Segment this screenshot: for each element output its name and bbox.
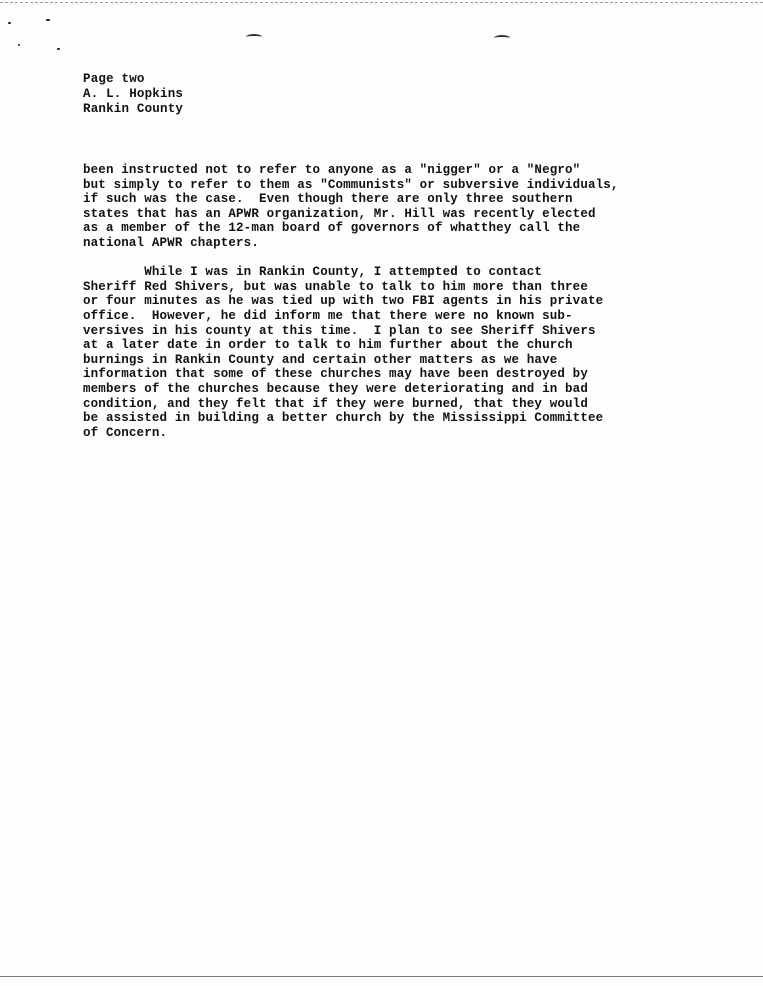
scan-speck [46, 19, 50, 21]
text-line: be assisted in building a better church by the Mississippi Committee [83, 411, 604, 426]
top-edge-line [0, 2, 763, 3]
text-line: states that has an APWR organization, Mr. Hill was recently elected [83, 206, 596, 221]
text-line: While I was in Rankin County, I attempted to contact [83, 265, 543, 280]
text-line: or four minutes as he was tied up with two FBI agents in his private [83, 294, 604, 309]
page-label: Page two [83, 72, 145, 86]
page-header [83, 72, 383, 117]
text-line: if such was the case. Even though there are only three southern [83, 192, 573, 207]
header-name: A. L. Hopkins [83, 87, 184, 101]
text-line: but simply to refer to them as "Communists" or subversive individuals, [83, 177, 619, 192]
scan-speck [18, 44, 20, 46]
text-line: versives in his county at this time. I plan to see Sheriff Shivers [83, 323, 596, 338]
text-line: office. However, he did inform me that there were no known sub- [83, 308, 573, 323]
text-line: at a later date in order to talk to him further about the church [83, 338, 573, 353]
text-line: information that some of these churches may have been destroyed by [83, 367, 588, 382]
punch-mark [494, 35, 510, 41]
paragraph-1 [83, 163, 695, 251]
document-body [83, 163, 695, 455]
text-line: of Concern. [83, 425, 168, 440]
text-line: Sheriff Red Shivers, but was unable to talk to him more than three [83, 279, 588, 294]
text-line: condition, and they felt that if they were burned, that they would [83, 396, 588, 411]
text-line: been instructed not to refer to anyone as a "nigger" or a "Negro" [83, 163, 581, 177]
text-line: national APWR chapters. [83, 235, 259, 250]
scan-speck [8, 22, 11, 24]
punch-mark [246, 34, 262, 40]
header-county: Rankin County [83, 102, 184, 116]
bottom-edge-line [0, 976, 763, 977]
text-line: as a member of the 12-man board of governors of whatthey call the [83, 221, 581, 236]
paragraph-2 [83, 265, 695, 440]
scan-speck [57, 48, 60, 50]
text-line: members of the churches because they were deteriorating and in bad [83, 381, 588, 396]
text-line: burnings in Rankin County and certain other matters as we have [83, 352, 558, 367]
